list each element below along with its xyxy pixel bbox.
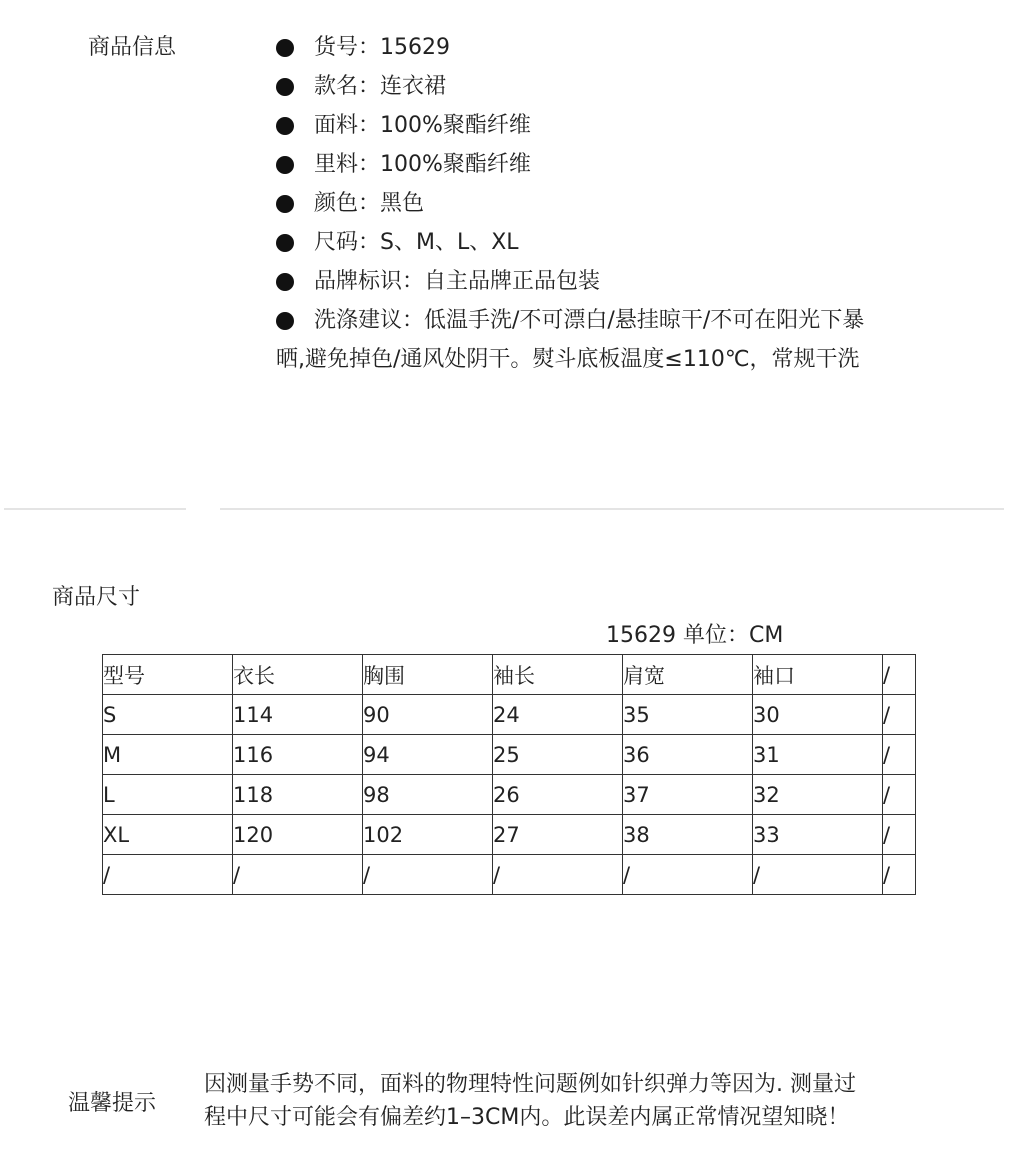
table-cell: / <box>883 815 916 855</box>
table-header-cell: 衣长 <box>233 655 363 695</box>
tips-line-2: 程中尺寸可能会有偏差约1–3CM内。此误差内属正常情况望知晓！ <box>204 1105 850 1130</box>
bullet-icon <box>276 156 294 174</box>
table-row <box>103 815 916 855</box>
table-cell: 25 <box>493 735 623 775</box>
info-item-sku: 货号：15629 <box>276 28 976 67</box>
table-cell: XL <box>103 815 233 855</box>
divider-right <box>220 508 1004 510</box>
table-cell: M <box>103 735 233 775</box>
table-cell: 32 <box>753 775 883 815</box>
table-header-cell: 胸围 <box>363 655 493 695</box>
tips-text <box>204 1068 964 1134</box>
product-info-list <box>276 28 976 379</box>
table-cell: / <box>883 775 916 815</box>
table-cell: / <box>623 855 753 895</box>
table-cell: 33 <box>753 815 883 855</box>
info-item-wash-cont: 晒,避免掉色/通风处阴干。熨斗底板温度≤110℃，常规干洗 <box>276 347 860 372</box>
info-item-brand: 品牌标识：自主品牌正品包装 <box>276 262 976 301</box>
table-cell: 36 <box>623 735 753 775</box>
divider-left <box>4 508 186 510</box>
table-cell: / <box>103 855 233 895</box>
table-cell: 27 <box>493 815 623 855</box>
table-cell: 114 <box>233 695 363 735</box>
table-row <box>103 735 916 775</box>
bullet-icon <box>276 234 294 252</box>
table-row <box>103 855 916 895</box>
size-table-caption: 15629 单位：CM <box>606 623 784 648</box>
bullet-icon <box>276 195 294 213</box>
table-cell: 102 <box>363 815 493 855</box>
tips-label: 温馨提示 <box>68 1091 157 1116</box>
bullet-icon <box>276 39 294 57</box>
info-item-color: 颜色：黑色 <box>276 184 976 223</box>
table-cell: 38 <box>623 815 753 855</box>
table-cell: 120 <box>233 815 363 855</box>
table-row <box>103 695 916 735</box>
info-item-style: 款名：连衣裙 <box>276 67 976 106</box>
bullet-icon <box>276 312 294 330</box>
table-cell: 24 <box>493 695 623 735</box>
table-cell: 98 <box>363 775 493 815</box>
bullet-icon <box>276 117 294 135</box>
table-header-cell: 袖口 <box>753 655 883 695</box>
table-header-cell: 肩宽 <box>623 655 753 695</box>
table-cell: 118 <box>233 775 363 815</box>
table-cell: 31 <box>753 735 883 775</box>
table-cell: / <box>883 735 916 775</box>
table-header-cell: / <box>883 655 916 695</box>
table-cell: L <box>103 775 233 815</box>
table-cell: / <box>493 855 623 895</box>
bullet-icon <box>276 78 294 96</box>
table-cell: S <box>103 695 233 735</box>
table-cell: 35 <box>623 695 753 735</box>
bullet-icon <box>276 273 294 291</box>
info-item-fabric: 面料：100%聚酯纤维 <box>276 106 976 145</box>
table-header-cell: 型号 <box>103 655 233 695</box>
info-item-lining: 里料：100%聚酯纤维 <box>276 145 976 184</box>
size-table <box>102 654 916 895</box>
size-section-label: 商品尺寸 <box>52 585 141 610</box>
table-header-row <box>103 655 916 695</box>
table-cell: 116 <box>233 735 363 775</box>
table-cell: 94 <box>363 735 493 775</box>
table-cell: / <box>883 695 916 735</box>
table-cell: 37 <box>623 775 753 815</box>
table-row <box>103 775 916 815</box>
table-cell: / <box>363 855 493 895</box>
table-header-cell: 袖长 <box>493 655 623 695</box>
table-cell: / <box>753 855 883 895</box>
table-cell: / <box>883 855 916 895</box>
product-info-label: 商品信息 <box>88 35 177 60</box>
table-cell: 90 <box>363 695 493 735</box>
table-cell: 30 <box>753 695 883 735</box>
table-cell: 26 <box>493 775 623 815</box>
info-item-sizes: 尺码：S、M、L、XL <box>276 223 976 262</box>
tips-line-1: 因测量手势不同，面料的物理特性问题例如针织弹力等因为. 测量过 <box>204 1072 856 1097</box>
table-cell: / <box>233 855 363 895</box>
info-item-wash: 洗涤建议：低温手洗/不可漂白/悬挂晾干/不可在阳光下暴 <box>276 301 976 340</box>
